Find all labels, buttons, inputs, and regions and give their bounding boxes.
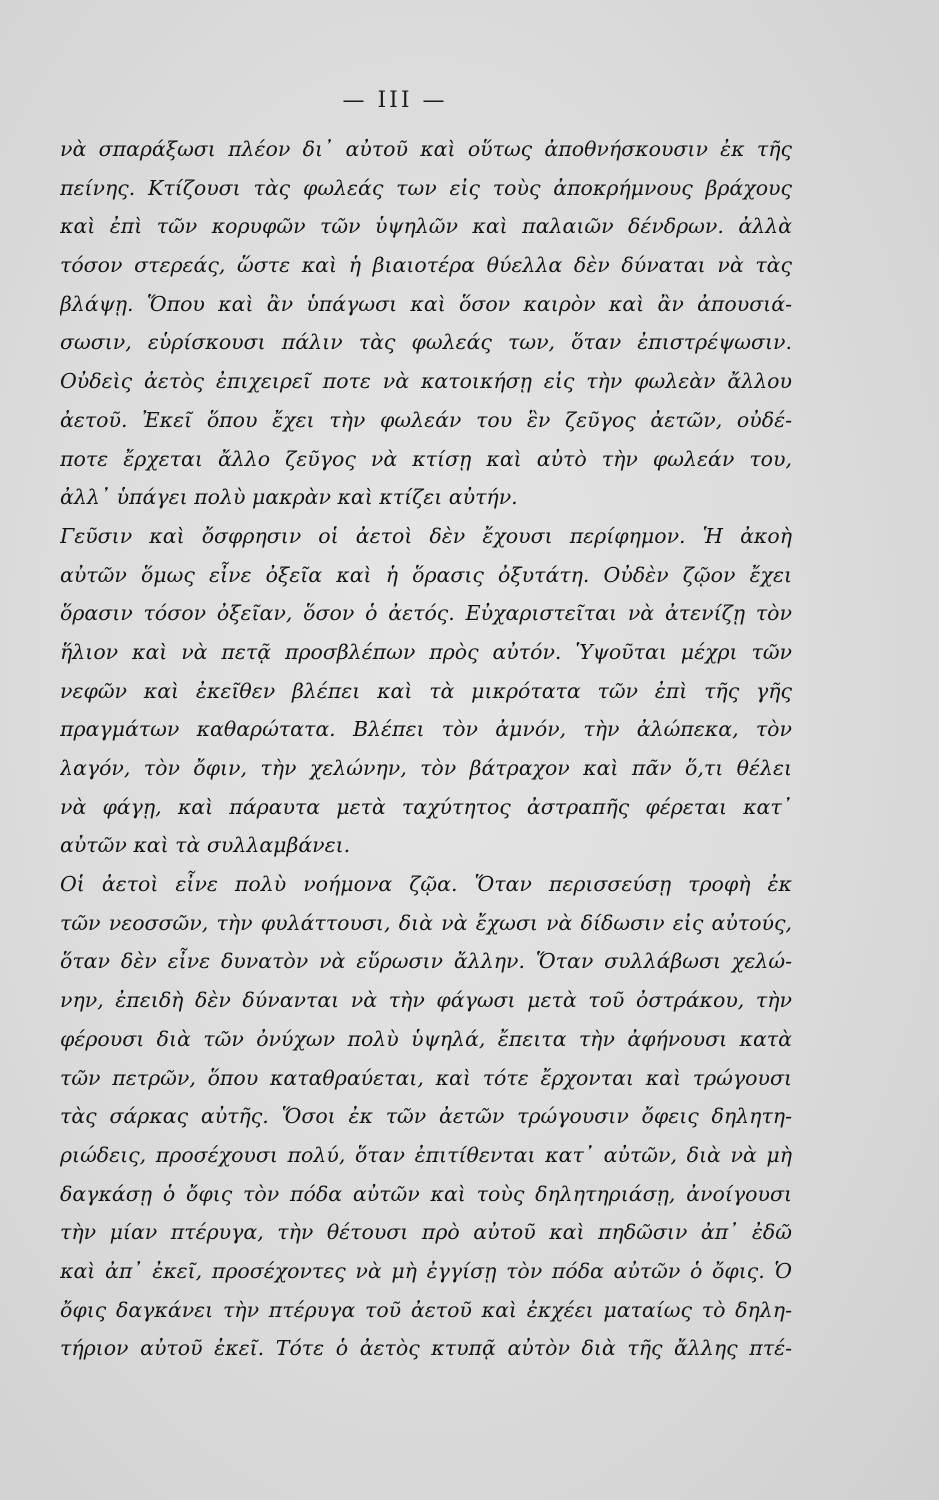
text-line: τὴν μίαν πτέρυγα, τὴν θέτουσι πρὸ αὐτοῦ καὶ πηδῶσιν ἀπ᾽ ἐδῶ bbox=[60, 1220, 792, 1245]
text-line: νὰ φάγῃ, καὶ πάραυτα μετὰ ταχύτητος ἀστραπῆς φέρεται κατ᾽ bbox=[60, 794, 792, 819]
text-line: νην, ἐπειδὴ δὲν δύνανται νὰ τὴν φάγωσι μετὰ τοῦ ὀστράκου, τὴν bbox=[60, 988, 792, 1013]
text-line: Οἱ ἀετοὶ εἶνε πολὺ νοήμονα ζῷα. Ὅταν περισσεύσῃ τροφὴ ἐκ bbox=[60, 872, 792, 897]
text-line: νὰ σπαράξωσι πλέον δι᾽ αὐτοῦ καὶ οὕτως ἀποθνήσκουσιν ἐκ τῆς bbox=[60, 137, 792, 161]
text-line: Γεῦσιν καὶ ὄσφρησιν οἱ ἀετοὶ δὲν ἔχουσι περίφημον. Ἡ ἀκοὴ bbox=[60, 523, 792, 548]
body-text bbox=[60, 130, 792, 1368]
text-line: τόσον στερεάς, ὥστε καὶ ἡ βιαιοτέρα θύελλα δὲν δύναται νὰ τὰς bbox=[60, 253, 792, 278]
text-line: ριώδεις, προσέχουσι πολύ, ὅταν ἐπιτίθενται κατ᾽ αὐτῶν, διὰ νὰ μὴ bbox=[60, 1142, 792, 1167]
text-line: καὶ ἀπ᾽ ἐκεῖ, προσέχοντες νὰ μὴ ἐγγίσῃ τὸν πόδα αὐτῶν ὁ ὄφις. Ὁ bbox=[60, 1258, 792, 1283]
text-line: πείνης. Κτίζουσι τὰς φωλεάς των εἰς τοὺς ἀποκρήμνους βράχους bbox=[60, 175, 792, 200]
text-line: αὐτῶν ὅμως εἶνε ὀξεῖα καὶ ἡ ὅρασις ὀξυτάτη. Οὐδὲν ζῷον ἔχει bbox=[60, 562, 792, 587]
text-line: νεφῶν καὶ ἐκεῖθεν βλέπει καὶ τὰ μικρότατα τῶν ἐπὶ τῆς γῆς bbox=[60, 678, 792, 703]
text-line: ὅρασιν τόσον ὀξεῖαν, ὅσον ὁ ἀετός. Εὐχαριστεῖται νὰ ἀτενίζῃ τὸν bbox=[60, 601, 792, 626]
text-line: τῶν πετρῶν, ὅπου καταθραύεται, καὶ τότε ἔρχονται καὶ τρώγουσι bbox=[60, 1065, 792, 1090]
text-line: ἥλιον καὶ νὰ πετᾷ προσβλέπων πρὸς αὐτόν. Ὑψοῦται μέχρι τῶν bbox=[60, 639, 792, 664]
text-line: φέρουσι διὰ τῶν ὀνύχων πολὺ ὑψηλά, ἔπειτα τὴν ἀφήνουσι κατὰ bbox=[60, 1026, 792, 1051]
text-line: σωσιν, εὑρίσκουσι πάλιν τὰς φωλεάς των, ὅταν ἐπιστρέψωσιν. bbox=[60, 330, 792, 355]
text-line: τῶν νεοσσῶν, τὴν φυλάττουσι, διὰ νὰ ἔχωσι νὰ δίδωσιν εἰς αὐτούς, bbox=[60, 910, 792, 935]
text-line: αὐτῶν καὶ τὰ συλλαμβάνει. bbox=[60, 833, 351, 858]
text-line: πραγμάτων καθαρώτατα. Βλέπει τὸν ἀμνόν, τὴν ἀλώπεκα, τὸν bbox=[60, 717, 792, 742]
text-line: ὅταν δὲν εἶνε δυνατὸν νὰ εὕρωσιν ἄλλην. Ὅταν συλλάβωσι χελώ- bbox=[60, 949, 792, 974]
page-number: — III — bbox=[342, 88, 448, 113]
text-line: βλάψῃ. Ὅπου καὶ ἂν ὑπάγωσι καὶ ὅσον καιρὸν καὶ ἂν ἀπουσιά- bbox=[60, 291, 792, 316]
text-line: τήριον αὐτοῦ ἐκεῖ. Τότε ὁ ἀετὸς κτυπᾷ αὐτὸν διὰ τῆς ἄλλης πτέ- bbox=[60, 1336, 792, 1361]
text-line: καὶ ἐπὶ τῶν κορυφῶν τῶν ὑψηλῶν καὶ παλαιῶν δένδρων. ἀλλὰ bbox=[60, 214, 792, 239]
text-line: λαγόν, τὸν ὄφιν, τὴν χελώνην, τὸν βάτραχον καὶ πᾶν ὅ,τι θέλει bbox=[60, 756, 792, 780]
text-line: Οὐδεὶς ἀετὸς ἐπιχειρεῖ ποτε νὰ κατοικήσῃ εἰς τὴν φωλεὰν ἄλλου bbox=[60, 369, 792, 394]
text-line: ἀλλ᾽ ὑπάγει πολὺ μακρὰν καὶ κτίζει αὐτήν. bbox=[60, 485, 518, 510]
text-line: δαγκάσῃ ὁ ὄφις τὸν πόδα αὐτῶν καὶ τοὺς δηλητηριάσῃ, ἀνοίγουσι bbox=[60, 1181, 792, 1206]
text-line: τὰς σάρκας αὐτῆς. Ὅσοι ἐκ τῶν ἀετῶν τρώγουσιν ὄφεις δηλητη- bbox=[60, 1104, 792, 1129]
text-line: ποτε ἔρχεται ἄλλο ζεῦγος νὰ κτίσῃ καὶ αὐτὸ τὴν φωλεάν του, bbox=[60, 446, 792, 471]
text-line: ὄφις δαγκάνει τὴν πτέρυγα τοῦ ἀετοῦ καὶ ἐκχέει ματαίως τὸ δηλη- bbox=[60, 1297, 792, 1322]
text-line: ἀετοῦ. Ἐκεῖ ὅπου ἔχει τὴν φωλεάν του ἓν ζεῦγος ἀετῶν, οὐδέ- bbox=[60, 407, 792, 432]
